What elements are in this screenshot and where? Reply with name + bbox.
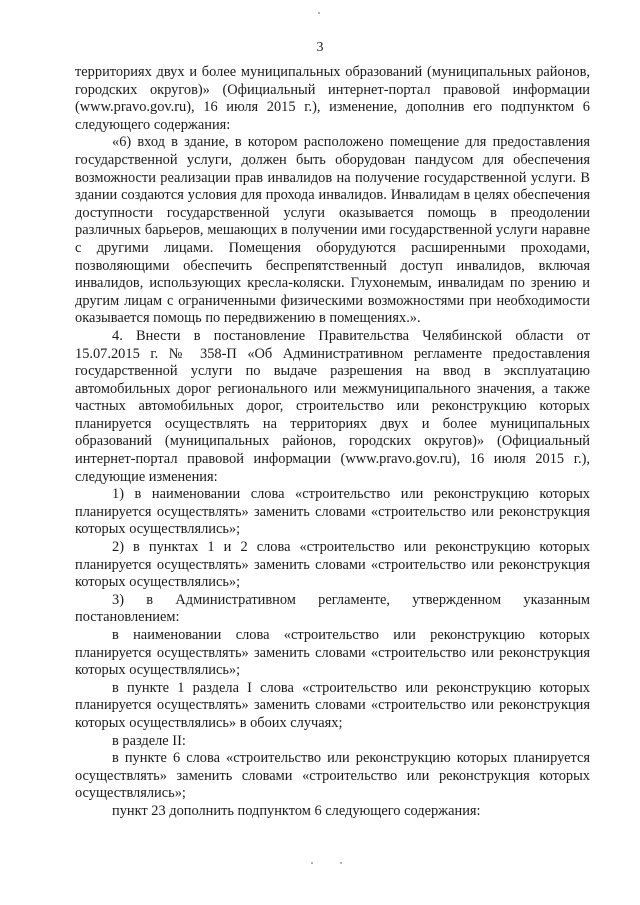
paragraph-section-1-change: в пункте 1 раздела I слова «строительство или реконструкцию которых планируется осуществлять» заменить словами «строительство или реконструкция которых осуществлялись» в обоих случаях;: [75, 679, 590, 731]
paragraph-title-change: в наименовании слова «строительство или реконструкцию которых планируется осуществлять» заменить словами «строительство или реконструкция которых осуществлялись»;: [75, 627, 590, 679]
paragraph-item-4-1: 1) в наименовании слова «строительство или реконструкцию которых планируется осуществлять» заменить словами «строительство или реконструкция которых осуществлялись»;: [75, 486, 590, 538]
page-number: 3: [316, 40, 324, 55]
paragraph-item-4-3: 3) в Административном регламенте, утвержденном указанным постановлением:: [75, 591, 590, 626]
paragraph-section-2-heading: в разделе II:: [112, 732, 186, 749]
scan-speck: [311, 862, 313, 864]
paragraph-point-6-change: в пункте 6 слова «строительство или реконструкцию которых планируется осуществлять» заменить словами «строительство или реконструкция которых осуществлялись»;: [75, 750, 590, 802]
scan-speck: [340, 862, 342, 864]
document-body: [75, 64, 590, 821]
scan-speck: [318, 12, 320, 14]
paragraph-subpoint-6-quote: «6) вход в здание, в котором расположено помещение для предоставления государственной услуги, должен быть оборудован пандусом для обеспечения возможности реализации прав инвалидов на получение государственной услуги. В здании создаются условия для прохода инвалидов. Инвалидам в целях обеспечения доступности государственной услуги оказывается помощь в преодолении различных барьеров, мешающих в получении ими государственной услуги наравне с другими лицами. Помещения оборудуются расширенными проходами, позволяющими обеспечить беспрепятственный доступ инвалидов, включая инвалидов, использующих кресла-коляски. Глухонемым, инвалидам по зрению и другим лицам с ограниченными физическими возможностями при необходимости оказывается помощь по передвижению в помещениях.».: [75, 134, 590, 327]
paragraph-item-4-2: 2) в пунктах 1 и 2 слова «строительство или реконструкцию которых планируется осуществлять» заменить словами «строительство или реконструкция которых осуществлялись»;: [75, 539, 590, 591]
paragraph-continuation: территориях двух и более муниципальных образований (муниципальных районов, городских округов)» (Официальный интернет-портал правовой информации (www.pravo.gov.ru), 16 июля 2015 г.), изменение, дополнив его подпунктом 6 следующего содержания:: [75, 64, 590, 133]
paragraph-item-4: 4. Внести в постановление Правительства Челябинской области от 15.07.2015 г. № 358-П «Об Административном регламенте предоставления государственной услуги по выдаче разрешения на ввод в эксплуатацию автомобильных дорог регионального или межмуниципального значения, а также частных автомобильных дорог, строительство или реконструкцию которых планируется осуществлять на территориях двух и более муниципальных образований (муниципальных районов, городских округов)» (Официальный интернет-портал правовой информации (www.pravo.gov.ru), 16 июля 2015 г.), следующие изменения:: [75, 327, 590, 485]
paragraph-point-23-addition: пункт 23 дополнить подпунктом 6 следующего содержания:: [112, 802, 481, 819]
